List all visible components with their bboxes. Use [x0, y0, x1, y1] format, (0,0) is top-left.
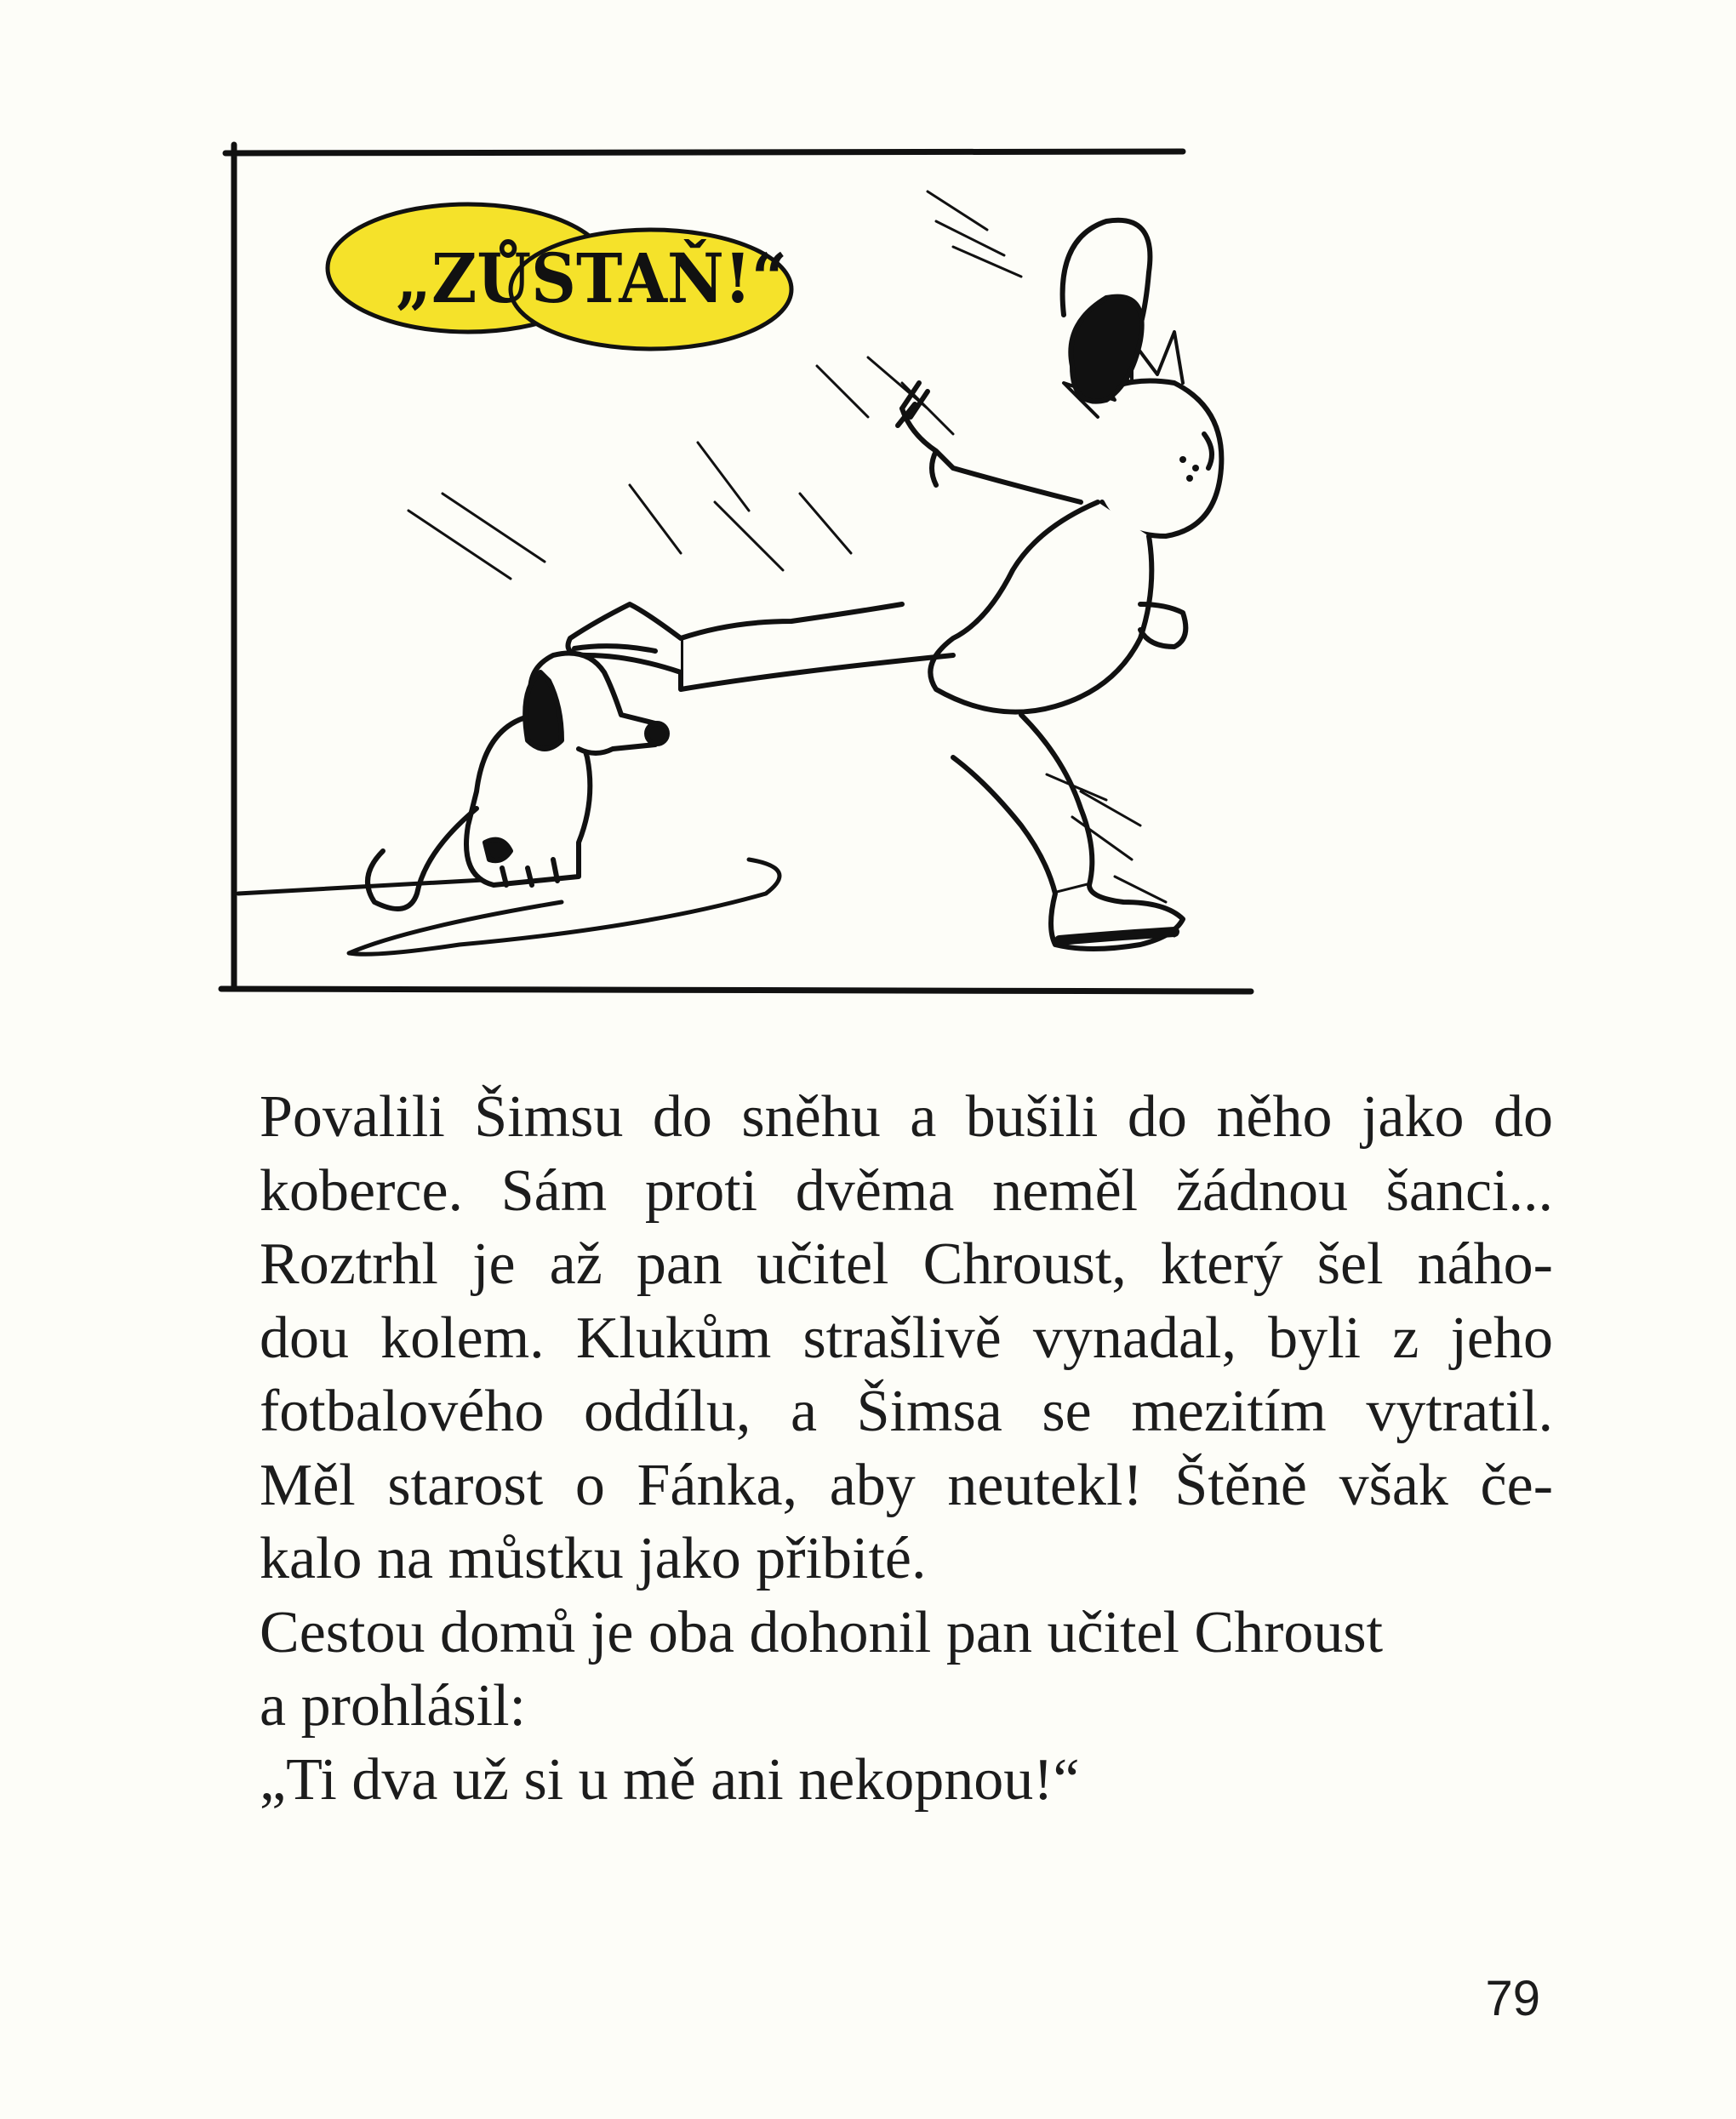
body-paragraph [260, 1081, 1553, 1817]
text-line: a prohlásil: [260, 1673, 526, 1739]
speech-bubble-text: „ZŮSTAŇ!“ [396, 238, 787, 318]
illustration [204, 128, 1396, 1004]
speech-bubble [328, 204, 791, 349]
text-line: koberce. Sám proti dvěma neměl žádnou šanci... [260, 1157, 1553, 1224]
text-line: Povalili Šimsu do sněhu a bušili do něho jako do [260, 1084, 1553, 1150]
text-line: „Ti dva už si u mě ani nekopnou!“ [260, 1746, 1080, 1813]
text-line: kalo na můstku jako přibité. [260, 1526, 927, 1591]
text-line: Roztrhl je až pan učitel Chroust, který šel náho- [260, 1231, 1553, 1297]
text-line: dou kolem. Klukům strašlivě vynadal, byli z jeho [260, 1305, 1553, 1371]
page-number: 79 [1485, 1971, 1540, 2026]
text-line: Cestou domů je oba dohonil pan učitel Chroust [260, 1599, 1384, 1665]
dog-fanek [368, 654, 667, 910]
text-line: Měl starost o Fánka, aby neutekl! Štěně však če- [260, 1452, 1553, 1518]
text-line: fotbalového oddílu, a Šimsa se mezitím vytratil. [260, 1379, 1553, 1444]
